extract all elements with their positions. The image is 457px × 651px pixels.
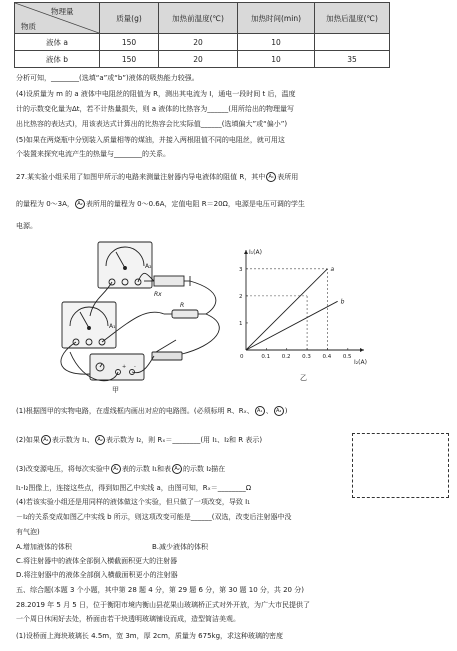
- x-tick-label: 0.5: [342, 354, 352, 360]
- table-cell: 液体 a: [15, 34, 100, 51]
- x-tick-label: 0.2: [281, 354, 291, 360]
- text-line: 分析可知，________(选填“a”或“b”)液体的吸热能力较强。: [16, 74, 199, 82]
- text-line: (4)设质量为 m 的 a 液体中电阻丝的阻值为 R，测出其电流为 I，通电一段时间 t 后，温度: [16, 90, 296, 98]
- table-cell: 液体 b: [15, 51, 100, 68]
- table-row: [15, 51, 390, 68]
- text-segment: 27.某实验小组采用了如图甲所示的电路来测量注射器内导电液体的阻值 R，其中: [16, 173, 266, 181]
- table-cell: 10: [238, 51, 315, 68]
- r-label: R: [180, 302, 185, 309]
- table-cell: 20: [159, 34, 238, 51]
- header-quantity: 物理量: [51, 7, 74, 16]
- rx-label: Rx: [154, 291, 162, 298]
- text-line: 电源。: [16, 222, 37, 230]
- text-line: 个装置来探究电流产生的热量与________的关系。: [16, 150, 170, 158]
- y-axis-arrow: [244, 250, 248, 254]
- header-substance: 物质: [21, 22, 36, 31]
- text-segment: 表示数为 I₂，则 Rₓ＝________(用 I₁、I₂和 R 表示): [106, 436, 263, 444]
- origin-label: 0: [240, 354, 244, 360]
- text-line: I₁-I₂图像上，连接这些点，得到如图乙中实线 a，由图可知，Rₓ＝________Ω: [16, 484, 252, 492]
- table-cell: 35: [315, 51, 390, 68]
- table-cell: 20: [159, 51, 238, 68]
- figure-area: [14, 236, 404, 396]
- text-segment: 表的示数 I₁和表: [121, 465, 172, 473]
- graph-yi: [239, 249, 367, 382]
- table-cell: [315, 34, 390, 51]
- table-cell: 150: [100, 34, 159, 51]
- header-temp-before: 加热前温度(℃): [159, 3, 238, 34]
- text-line: (5)如果在两烧瓶中分别装入质量相等的煤油，并接入两根阻值不同的电阻丝，就可用这: [16, 136, 285, 144]
- circuit-diagram: [61, 242, 219, 381]
- header-mass: 质量(g): [100, 3, 159, 34]
- text-segment: (2)如果: [16, 436, 40, 444]
- circuit-drawing-box[interactable]: [352, 433, 449, 498]
- section-5-heading: 五、综合题(本题 3 个小题，其中第 28 题 4 分，第 29 题 6 分，第 30 题 10 分，共 20 分): [16, 586, 304, 594]
- ammeter-a1-symbol: A₁: [111, 464, 121, 474]
- ammeter-a2: [98, 242, 152, 288]
- question-27-line: [16, 172, 298, 182]
- y-tick-label: 3: [239, 266, 243, 273]
- resistor-r: [164, 310, 206, 318]
- ammeter-a1-symbol: A₁: [266, 172, 276, 182]
- series-label-a: a: [330, 265, 335, 273]
- table-cell: 10: [238, 34, 315, 51]
- option-c[interactable]: C.将注射器中的液体全部倒入横截面积更大的注射器: [16, 557, 178, 565]
- ammeter-a2-symbol: A₂: [75, 199, 85, 209]
- power-supply: [90, 354, 144, 380]
- y-tick-label: 1: [239, 320, 243, 327]
- text-segment: 表所用的量程为 0～0.6A，定值电阻 R＝20Ω，电源是电压可调的学生: [85, 200, 305, 208]
- a2-label: A₂: [145, 263, 152, 270]
- x-tick-label: 0.3: [302, 354, 311, 360]
- text-segment: (1)根据图甲的实物电路，在虚线框内画出对应的电路图。(必须标明 R、Rₓ、: [16, 407, 254, 415]
- question-28-line: (1)设桥面上海块玻璃长 4.5m，宽 3m，厚 2cm，质量为 675kg，求这种玻璃的密度: [16, 632, 284, 640]
- ammeter-a2-symbol: A₂: [274, 406, 284, 416]
- text-segment: 的示数 I₂描在: [183, 465, 226, 473]
- option-b[interactable]: B.减少液体的体积: [152, 543, 209, 551]
- series-line-b: [246, 301, 338, 350]
- ammeter-a1-symbol: A₁: [41, 435, 51, 445]
- text-segment: 的量程为 0～3A，: [16, 200, 74, 208]
- switch: [152, 340, 182, 360]
- x-axis-arrow: [360, 348, 364, 352]
- series-label-b: b: [340, 298, 345, 306]
- data-table: [14, 2, 390, 68]
- text-segment: (3)改变源电压，将每次实验中: [16, 465, 110, 473]
- option-a[interactable]: A.增加液体的体积: [16, 543, 72, 551]
- y-axis-label: I₁(A): [249, 249, 262, 256]
- question-28-line: 28.2019 年 5 月 5 日，位于衡阳市境内衡山县花果山玻璃桥正式对外开放，为广大市民提供了: [16, 601, 310, 609]
- text-segment: 表示数为 I₁、: [51, 436, 95, 444]
- x-tick-label: 0.1: [261, 354, 271, 360]
- ammeter-a1-symbol: A₁: [255, 406, 265, 416]
- y-tick-label: 2: [239, 293, 243, 300]
- ammeter-a2-symbol: A₂: [172, 464, 182, 474]
- header-temp-after: 加热后温度(℃): [315, 3, 390, 34]
- a1-label: A₁: [109, 323, 116, 330]
- text-segment: 表所用: [277, 173, 299, 181]
- text-segment: ): [284, 407, 288, 415]
- option-d[interactable]: D.将注射器中的液体全部倒入横截面积更小的注射器: [16, 571, 178, 579]
- question-27-line: [16, 199, 305, 209]
- text-line: 计的示数变化量为Δt，若不计热量损失，则 a 液体的比热容为______(用所给出的物理量写: [16, 105, 295, 113]
- table-corner-cell: [15, 3, 100, 34]
- figure-label-yi: 乙: [300, 374, 307, 382]
- sub-question-1: (1)根据图甲的实物电路，在虚线框内画出对应的电路图。(必须标明 R、Rₓ、 A₁ 、 A₂ ): [16, 407, 288, 415]
- table-row: [15, 34, 390, 51]
- figure-label-jia: 甲: [112, 386, 119, 394]
- series-line-a: [246, 269, 327, 350]
- x-tick-label: 0.4: [322, 354, 332, 360]
- x-axis-label: I₂(A): [354, 359, 367, 366]
- table-cell: 150: [100, 51, 159, 68]
- text-line: 出比热容的表达式)，用该表达式计算出的比热容会比实际值______(选填偏大”或“偏小”): [16, 120, 288, 128]
- sub-question-2: [16, 435, 262, 445]
- header-heat-time: 加热时间(min): [238, 3, 315, 34]
- ammeter-a2-symbol: A₂: [95, 435, 105, 445]
- ammeter-a1: [62, 302, 116, 348]
- minus-label: -: [134, 364, 136, 370]
- sub-question-3: [16, 464, 225, 474]
- plus-label: +: [122, 364, 127, 370]
- text-line: 有气泡): [16, 528, 40, 536]
- text-line: (4)若该实验小组还是用同样的液体做这个实验，但只做了一项改变，导致 I₁: [16, 498, 251, 506]
- question-28-line: 一个周日休闲好去处，桥面由若干块透明玻璃铺设而成，造型简洁美观。: [16, 615, 240, 623]
- table-header-row: [15, 3, 390, 34]
- text-line: －I₂的关系变成如图乙中实线 b 所示，则这项改变可能是______(双选，改变后注射器中没: [16, 513, 292, 521]
